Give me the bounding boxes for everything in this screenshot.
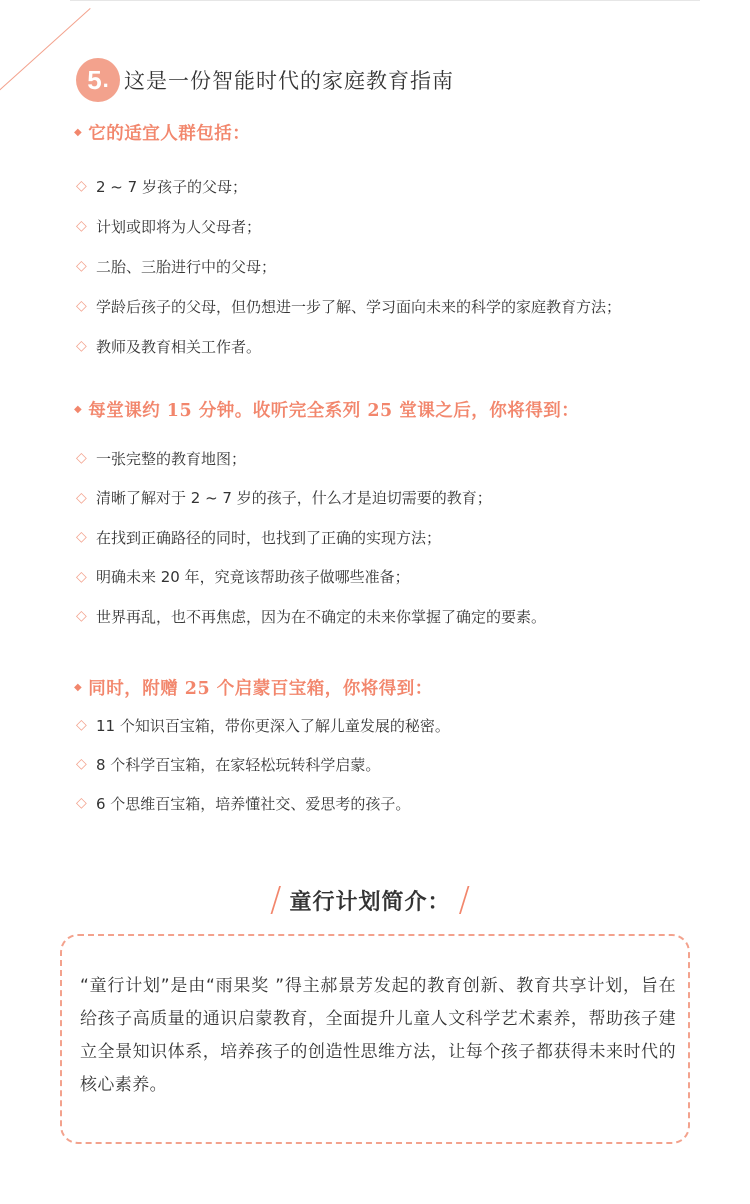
- list-item-text: 二胎、三胎进行中的父母；: [96, 257, 277, 276]
- audience-heading: [74, 120, 250, 145]
- diamond-outline-icon: ◇: [76, 178, 87, 194]
- diamond-outline-icon: ◇: [76, 568, 87, 585]
- gains-heading-text: 每堂课约 15 分钟。收听完全系列 25 堂课之后，你将得到：: [88, 401, 580, 421]
- audience-heading-text: 它的适宜人群包括：: [88, 124, 251, 144]
- section-title: 这是一份智能时代的家庭教育指南: [124, 69, 454, 93]
- diamond-outline-icon: ◇: [76, 258, 87, 274]
- list-item-text: 教师及教育相关工作者。: [96, 337, 262, 356]
- list-item: [76, 793, 716, 813]
- list-item-text: 清晰了解对于 2 ~ 7 岁的孩子，什么才是迫切需要的教育；: [96, 489, 492, 507]
- bonus-heading: [74, 675, 433, 700]
- audience-list: [76, 176, 716, 376]
- diamond-outline-icon: ◇: [76, 717, 87, 733]
- slash-left-icon: /: [270, 880, 282, 920]
- section-number: 5: [87, 64, 102, 95]
- slash-right-icon: /: [458, 880, 470, 920]
- list-item: [76, 488, 716, 508]
- diamond-outline-icon: ◇: [76, 218, 87, 234]
- diamond-outline-icon: ◇: [76, 450, 87, 466]
- gains-heading: [74, 397, 579, 422]
- list-item: [76, 606, 716, 626]
- diamond-bullet-icon: ◆: [74, 127, 83, 138]
- top-divider: [70, 0, 700, 1]
- diamond-bullet-icon: ◆: [74, 682, 83, 693]
- list-item: [76, 176, 716, 196]
- list-item: [76, 336, 716, 356]
- list-item-text: 一张完整的教育地图；: [96, 449, 247, 468]
- section-number-badge: [76, 58, 120, 102]
- list-item: [76, 715, 716, 735]
- list-item-text: 8 个科学百宝箱，在家轻松玩转科学启蒙。: [96, 755, 381, 774]
- diamond-bullet-icon: ◆: [74, 404, 83, 415]
- diamond-outline-icon: ◇: [76, 795, 87, 811]
- list-item: [76, 448, 716, 468]
- list-item-text: 2 ~ 7 岁孩子的父母；: [96, 177, 247, 196]
- list-item: [76, 296, 716, 316]
- diamond-outline-icon: ◇: [76, 608, 87, 624]
- section-number-dot: .: [102, 67, 109, 92]
- list-item-text: 计划或即将为人父母者；: [96, 217, 262, 236]
- gains-list: [76, 448, 716, 646]
- section-header: [76, 58, 454, 102]
- list-item: [76, 754, 716, 774]
- diamond-outline-icon: ◇: [76, 756, 87, 772]
- diamond-outline-icon: ◇: [76, 298, 87, 314]
- list-item-text: 学龄后孩子的父母，但仍想进一步了解、学习面向未来的科学的家庭教育方法；: [96, 297, 622, 316]
- list-item: [76, 527, 716, 547]
- intro-title: [270, 880, 470, 920]
- list-item-text: 在找到正确路径的同时，也找到了正确的实现方法；: [96, 528, 442, 547]
- bonus-heading-text: 同时，附赠 25 个启蒙百宝箱，你将得到：: [88, 679, 433, 699]
- list-item-text: 世界再乱，也不再焦虑，因为在不确定的未来你掌握了确定的要素。: [96, 607, 547, 626]
- list-item-text: 6 个思维百宝箱，培养懂社交、爱思考的孩子。: [96, 794, 411, 813]
- list-item-text: 明确未来 20 年，究竟该帮助孩子做哪些准备；: [96, 568, 410, 586]
- diamond-outline-icon: ◇: [76, 338, 87, 354]
- intro-text: “童行计划”是由“雨果奖 ”得主郝景芳发起的教育创新、教育共享计划，旨在给孩子高质量的通识启蒙教育，全面提升儿童人文科学艺术素养，帮助孩子建立全景知识体系，培养孩子的创造性思维方法，让每个孩子都获得未来时代的核心素养。: [80, 976, 676, 1095]
- diamond-outline-icon: ◇: [76, 489, 87, 506]
- bonus-list: [76, 715, 716, 832]
- list-item: [76, 256, 716, 276]
- intro-title-text: 童行计划简介：: [289, 889, 451, 915]
- list-item: [76, 216, 716, 236]
- list-item-text: 11 个知识百宝箱，带你更深入了解儿童发展的秘密。: [96, 716, 450, 735]
- diamond-outline-icon: ◇: [76, 529, 87, 545]
- list-item: [76, 567, 716, 587]
